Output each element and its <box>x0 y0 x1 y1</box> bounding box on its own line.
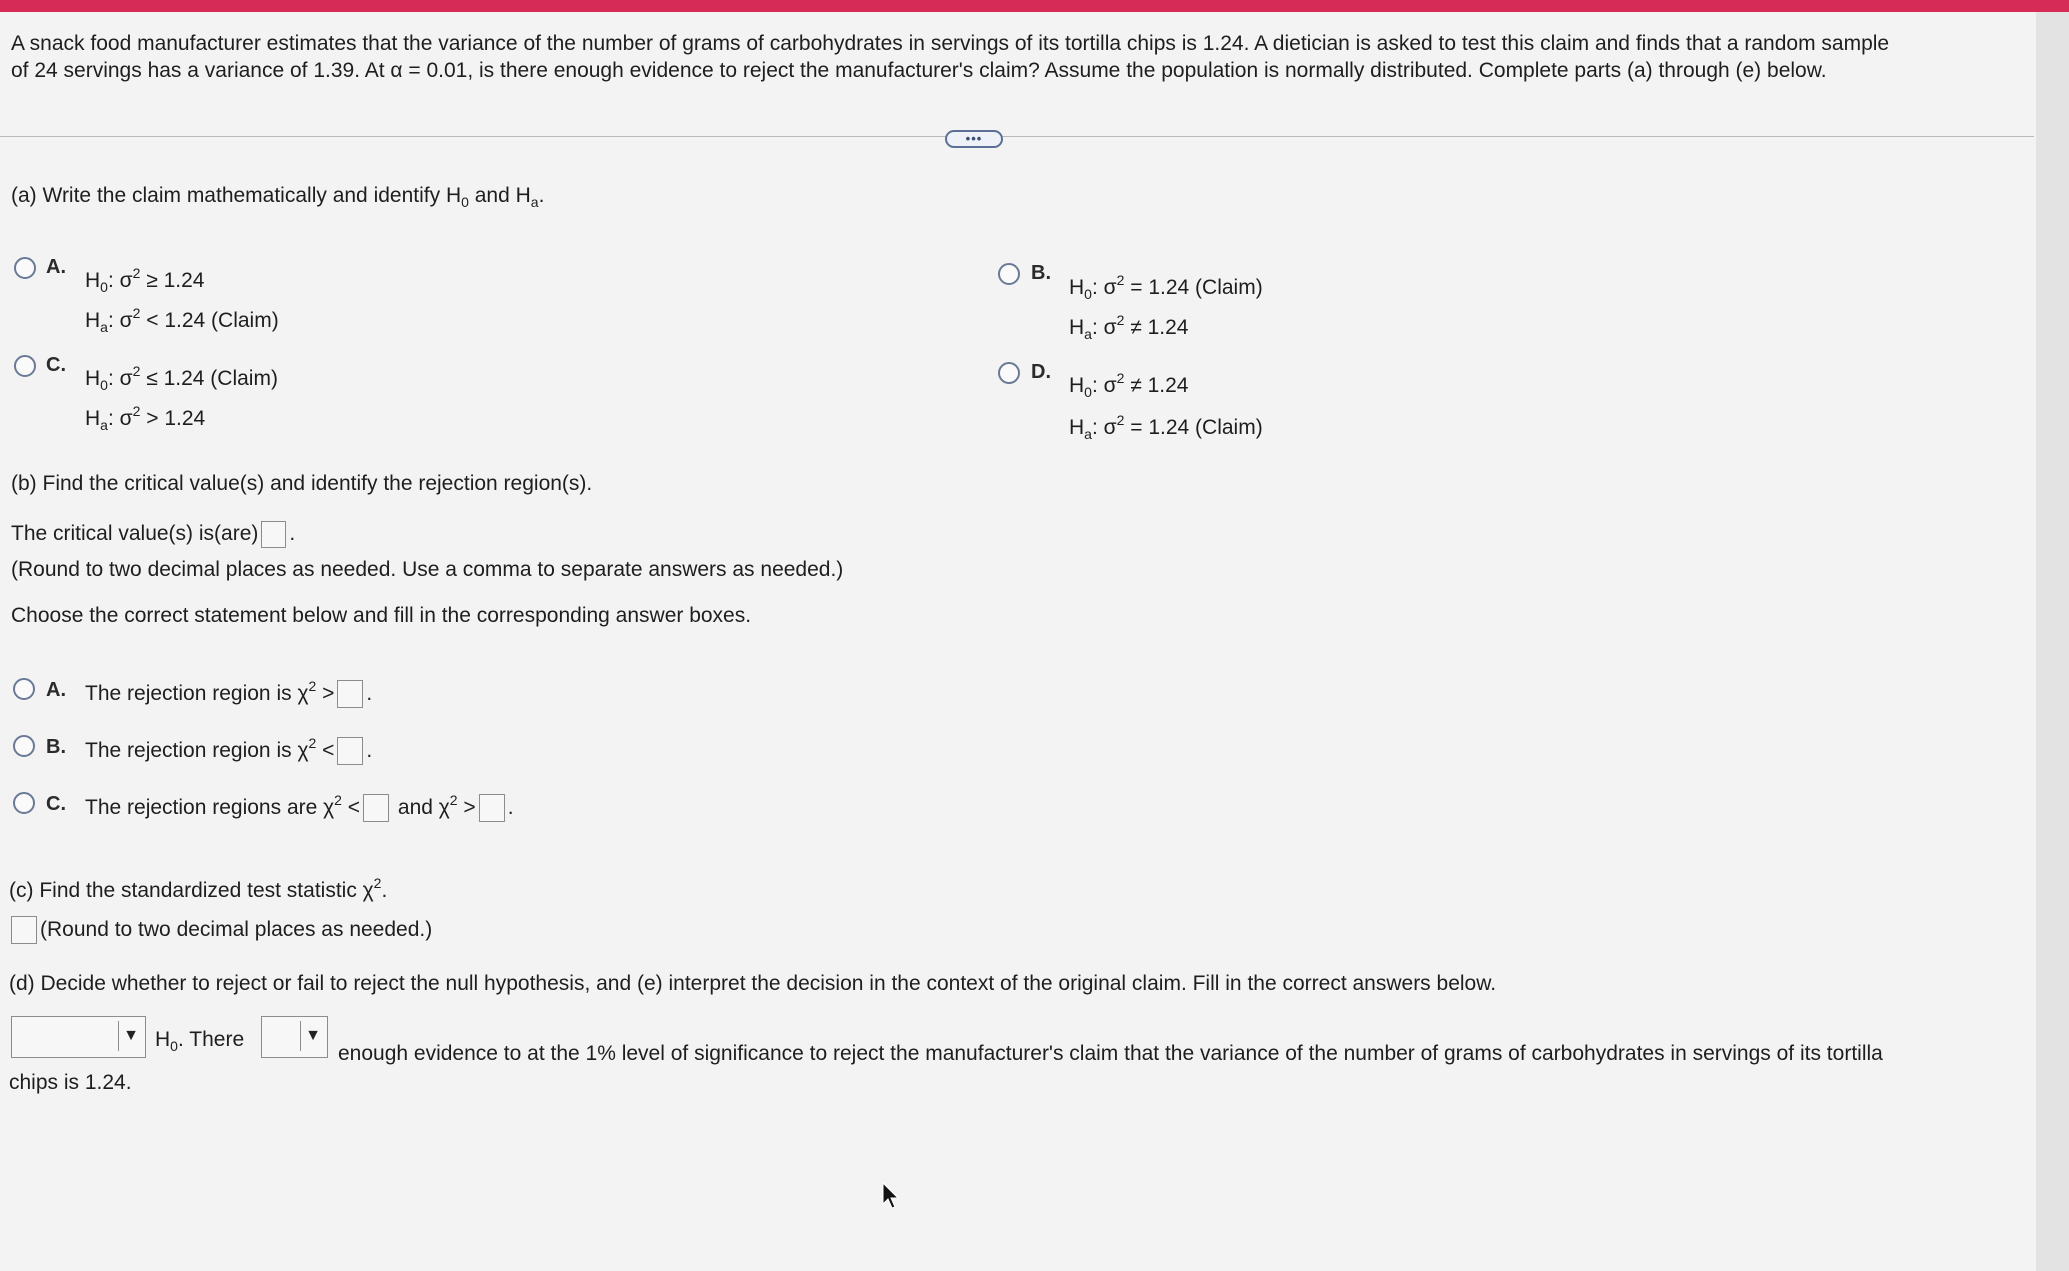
part-a-option-b-radio[interactable] <box>998 263 1020 285</box>
part-b-option-c-text: The rejection regions are $\chi^2$ < and $\chi^2$ > . <box>85 787 514 822</box>
critical-value-input[interactable] <box>261 521 286 548</box>
part-a-option-a-letter: A. <box>46 256 66 278</box>
test-statistic-row: (Round to two decimal places as needed.) <box>11 916 432 944</box>
part-b-option-b-text: The rejection region is $\chi^2$ < . <box>85 730 372 765</box>
top-accent-bar <box>0 0 2069 12</box>
interpretation-text: enough evidence to at the 1% level of significance to reject the manufacturer's claim that the variance of the number of grams of carbohydrates in servings of its tortilla <box>338 1042 1883 1065</box>
expand-button[interactable] <box>945 130 1003 148</box>
ellipsis-icon: ••• <box>965 131 983 146</box>
h0-there-text: $H_0$. There <box>155 1028 245 1054</box>
part-a-option-c-letter: C. <box>46 354 66 376</box>
part-b-option-c-letter: C. <box>46 793 66 815</box>
scroll-strip <box>2036 12 2069 1271</box>
section-divider <box>0 136 2034 137</box>
part-a-option-d-h0: $H_0$: $\sigma^2 \ne 1.24$ <box>1069 370 1189 400</box>
part-b-prompt: (b) Find the critical value(s) and identify the rejection region(s). <box>11 472 593 495</box>
choose-statement: Choose the correct statement below and fill in the corresponding answer boxes. <box>11 604 752 627</box>
mouse-pointer-icon <box>882 1182 900 1210</box>
part-b-option-b-letter: B. <box>46 736 66 758</box>
part-b-option-a-radio[interactable] <box>13 678 35 700</box>
rejection-a-input[interactable] <box>337 680 363 708</box>
part-a-option-a-ha: $H_a$: $\sigma^2 < 1.24$ (Claim) <box>85 305 279 335</box>
part-a-option-c-h0: $H_0$: $\sigma^2 \le 1.24$ (Claim) <box>85 363 278 393</box>
test-statistic-input[interactable] <box>11 916 37 944</box>
chevron-down-icon: ▼ <box>300 1021 325 1051</box>
part-a-option-d-ha: $H_a$: $\sigma^2 = 1.24$ (Claim) <box>1069 412 1263 442</box>
part-c-prompt: (c) Find the standardized test statistic $\chi^2$. <box>9 875 388 902</box>
evidence-dropdown[interactable] <box>261 1016 328 1058</box>
problem-line-2: of 24 servings has a variance of 1.39. At α = 0.01, is there enough evidence to reject the manufacturer's claim? Assume the population is normally distributed. Complete parts (a) through (e) below. <box>11 59 1827 82</box>
critical-value-row: The critical value(s) is(are) . <box>11 520 295 548</box>
part-a-option-b-ha: $H_a$: $\sigma^2 \ne 1.24$ <box>1069 312 1189 342</box>
part-d-prompt: (d) Decide whether to reject or fail to reject the null hypothesis, and (e) interpret the decision in the context of the original claim. Fill in the correct answers below. <box>9 972 1497 995</box>
critical-round-note: (Round to two decimal places as needed. Use a comma to separate answers as needed.) <box>11 558 844 581</box>
rejection-b-input[interactable] <box>337 737 363 765</box>
interpretation-text-end: chips is 1.24. <box>9 1071 132 1094</box>
problem-statement <box>11 30 2021 84</box>
part-a-option-a-h0: $H_0$: $\sigma^2 \ge 1.24$ <box>85 265 205 295</box>
rejection-c-lower-input[interactable] <box>363 794 389 822</box>
rejection-c-upper-input[interactable] <box>479 794 505 822</box>
part-a-option-c-radio[interactable] <box>14 355 36 377</box>
part-b-option-c-radio[interactable] <box>13 792 35 814</box>
chevron-down-icon: ▼ <box>118 1021 143 1051</box>
part-b-option-a-text: The rejection region is $\chi^2$ > . <box>85 673 372 708</box>
part-b-option-a-letter: A. <box>46 679 66 701</box>
part-a-option-d-letter: D. <box>1031 361 1051 383</box>
decision-dropdown[interactable] <box>11 1016 146 1058</box>
part-a-option-b-h0: $H_0$: $\sigma^2 = 1.24$ (Claim) <box>1069 272 1263 302</box>
part-a-option-b-letter: B. <box>1031 262 1051 284</box>
question-panel <box>0 12 2034 1271</box>
part-a-option-c-ha: $H_a$: $\sigma^2 > 1.24$ <box>85 403 206 433</box>
part-a-option-d-radio[interactable] <box>998 362 1020 384</box>
part-a-option-a-radio[interactable] <box>14 257 36 279</box>
part-b-option-b-radio[interactable] <box>13 735 35 757</box>
part-a-prompt: (a) Write the claim mathematically and identify $H_0$ and $H_a$. <box>11 184 545 210</box>
problem-line-1: A snack food manufacturer estimates that the variance of the number of grams of carbohydrates in servings of its tortilla chips is 1.24. A dietician is asked to test this claim and finds that a random sample <box>11 32 1890 55</box>
